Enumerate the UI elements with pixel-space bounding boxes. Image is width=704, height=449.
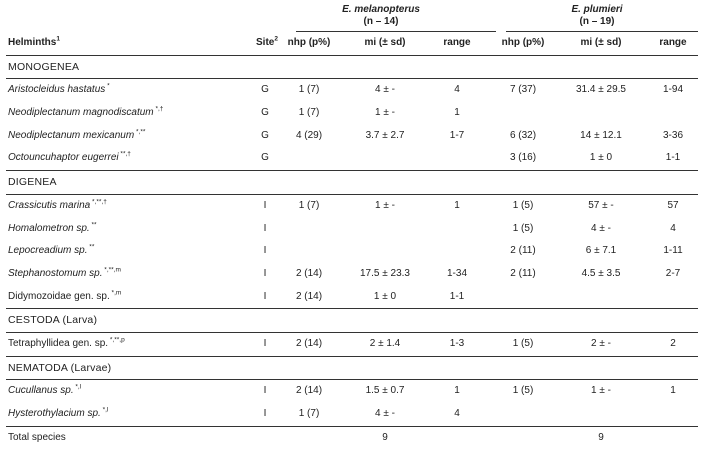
species-header-row — [6, 2, 698, 32]
cell-mi-melanopterus: 1.5 ± 0.7 — [365, 385, 405, 397]
cell-mi-plumieri: 6 ± 7.1 — [585, 245, 617, 257]
cell-mi-plumieri: 1 ± - — [591, 385, 611, 397]
species-name: Didymozoidae gen. sp. — [8, 290, 110, 302]
cell-nhp-plumieri: 3 (16) — [509, 152, 537, 164]
cell-nhp-plumieri: 1 (5) — [512, 199, 534, 211]
species-row — [6, 102, 698, 125]
cell-range-plumieri: 1 — [670, 385, 676, 397]
cell-nhp-plumieri: 1 (5) — [512, 385, 534, 397]
species-name-cell — [8, 333, 125, 356]
cell-nhp-melanopterus: 4 (29) — [295, 129, 323, 141]
total-plumieri: 9 — [598, 431, 604, 443]
cell-site: I — [263, 245, 267, 257]
cell-range-melanopterus: 1 — [454, 385, 460, 397]
col-mi-melanopterus: mi (± sd) — [364, 37, 406, 48]
cell-range-melanopterus: 1 — [454, 199, 460, 211]
species-name: Crassicutis marina — [8, 199, 91, 211]
species-name-cell — [8, 147, 131, 170]
species-row — [6, 78, 698, 102]
cell-nhp-plumieri: 6 (32) — [509, 129, 537, 141]
cell-mi-melanopterus: 1 ± 0 — [373, 290, 397, 302]
cell-mi-plumieri: 2 ± - — [591, 337, 611, 349]
cell-mi-melanopterus: 1 ± - — [375, 107, 395, 119]
species-row — [6, 403, 698, 426]
cell-site: I — [263, 408, 267, 419]
cell-range-melanopterus: 1-7 — [449, 129, 465, 141]
cell-range-plumieri: 57 — [667, 199, 679, 211]
column-header-row — [6, 32, 698, 55]
cell-mi-melanopterus: 4 ± - — [375, 408, 395, 419]
species-header-melanopterus — [306, 4, 456, 28]
species-row — [6, 379, 698, 403]
cell-nhp-plumieri: 2 (11) — [510, 267, 536, 279]
cell-site: I — [263, 199, 267, 211]
species-name-cell — [8, 195, 107, 218]
species-name-plumieri: E. plumieri — [571, 4, 623, 15]
species-row — [6, 125, 698, 148]
species-header-plumieri — [522, 4, 672, 28]
total-label: Total species — [8, 431, 66, 443]
species-mark: *,m — [109, 289, 122, 297]
col-range-melanopterus: range — [443, 37, 471, 48]
group-title: CESTODA (Larva) — [8, 314, 98, 327]
species-name-cell — [8, 240, 94, 263]
species-name-cell — [8, 263, 121, 286]
cell-mi-melanopterus: 1 ± - — [375, 199, 395, 211]
group-title: NEMATODA (Larvae) — [8, 361, 112, 374]
col-helminths: Helminths$^1$ — [8, 35, 60, 48]
species-mark: ** — [89, 221, 97, 229]
species-mark: **,† — [118, 151, 131, 159]
species-name-cell — [8, 403, 108, 426]
cell-site: I — [263, 337, 267, 349]
species-name: Neodiplectanum mexicanum — [8, 129, 135, 141]
species-name-cell — [8, 102, 163, 125]
group-row — [6, 55, 698, 79]
cell-range-melanopterus: 1-34 — [446, 267, 467, 279]
cell-range-plumieri: 2 — [670, 337, 676, 349]
species-mark: ** — [87, 243, 95, 251]
species-mark: *,**,m — [102, 266, 121, 274]
cell-nhp-melanopterus: 2 (14) — [295, 290, 323, 302]
cell-site: I — [263, 385, 267, 397]
cell-mi-melanopterus: 3.7 ± 2.7 — [365, 129, 405, 141]
cell-nhp-plumieri: 1 (5) — [512, 222, 534, 234]
col-nhp-plumieri: nhp (p%) — [501, 37, 545, 48]
cell-mi-plumieri: 57 ± - — [588, 199, 614, 211]
species-name-cell — [8, 380, 81, 403]
species-name: Tetraphyllidea gen. sp. — [8, 337, 109, 349]
cell-mi-plumieri: 31.4 ± 29.5 — [576, 84, 626, 96]
species-row — [6, 263, 698, 286]
col-mi-plumieri: mi (± sd) — [580, 37, 622, 48]
cell-mi-plumieri: 4.5 ± 3.5 — [581, 267, 621, 279]
cell-range-melanopterus: 1-3 — [449, 337, 465, 349]
cell-nhp-melanopterus: 2 (14) — [295, 337, 323, 349]
cell-nhp-melanopterus: 1 (7) — [298, 408, 320, 419]
cell-range-plumieri: 2-7 — [665, 267, 681, 279]
cell-range-plumieri: 1-94 — [662, 84, 683, 96]
species-name: Octouncuhaptor eugerrei — [8, 152, 119, 164]
group-title: MONOGENEA — [8, 60, 80, 73]
species-name-cell — [8, 218, 97, 241]
species-mark: *,l — [100, 406, 109, 414]
cell-mi-melanopterus: 17.5 ± 23.3 — [360, 267, 410, 279]
cell-nhp-melanopterus: 1 (7) — [298, 107, 320, 119]
species-row — [6, 194, 698, 218]
species-name: Hysterothylacium sp. — [8, 408, 101, 419]
species-n-melanopterus: (n – 14) — [363, 16, 399, 27]
species-mark: * — [105, 83, 110, 91]
species-name: Neodiplectanum magnodiscatum — [8, 107, 154, 119]
cell-mi-plumieri: 14 ± 12.1 — [580, 129, 622, 141]
col-range-plumieri: range — [659, 37, 687, 48]
species-mark: *,† — [153, 105, 164, 113]
cell-nhp-plumieri: 2 (11) — [510, 245, 536, 257]
species-name: Aristocleidus hastatus — [8, 84, 106, 96]
species-name-melanopterus: E. melanopterus — [342, 4, 420, 15]
species-name: Homalometron sp. — [8, 222, 90, 234]
cell-nhp-melanopterus: 1 (7) — [298, 84, 320, 96]
cell-site: I — [263, 267, 267, 279]
cell-range-melanopterus: 4 — [454, 84, 460, 96]
cell-site: G — [261, 152, 269, 164]
group-row — [6, 308, 698, 332]
species-row — [6, 286, 698, 309]
cell-site: I — [263, 290, 267, 302]
group-row — [6, 170, 698, 194]
species-name: Stephanostomum sp. — [8, 267, 103, 279]
species-row — [6, 332, 698, 356]
cell-range-melanopterus: 1-1 — [449, 290, 465, 302]
species-mark: *,l — [73, 383, 82, 391]
species-n-plumieri: (n – 19) — [579, 16, 615, 27]
species-name-cell — [8, 286, 121, 309]
cell-site: I — [263, 222, 267, 234]
cell-range-plumieri: 1-11 — [663, 245, 683, 257]
species-row — [6, 218, 698, 241]
col-site: Site$^2$ — [256, 35, 278, 48]
species-mark: *,** — [134, 128, 146, 136]
total-melanopterus: 9 — [382, 431, 388, 443]
cell-nhp-plumieri: 7 (37) — [509, 84, 537, 96]
species-name-cell — [8, 125, 145, 148]
species-mark: *,**,† — [90, 198, 107, 206]
group-title: DIGENEA — [8, 176, 57, 189]
cell-nhp-melanopterus: 2 (14) — [295, 267, 323, 279]
cell-site: G — [261, 129, 269, 141]
cell-range-plumieri: 1-1 — [665, 152, 681, 164]
cell-mi-plumieri: 1 ± 0 — [589, 152, 613, 164]
cell-site: G — [261, 107, 269, 119]
cell-range-plumieri: 3-36 — [662, 129, 683, 141]
group-row — [6, 356, 698, 380]
cell-range-melanopterus: 1 — [454, 107, 460, 119]
species-name: Cucullanus sp. — [8, 385, 74, 397]
species-row — [6, 147, 698, 170]
cell-mi-melanopterus: 4 ± - — [375, 84, 395, 96]
col-nhp-melanopterus: nhp (p%) — [287, 37, 331, 48]
species-name: Lepocreadium sp. — [8, 245, 88, 257]
cell-nhp-plumieri: 1 (5) — [512, 337, 534, 349]
species-mark: *,**,p — [108, 336, 125, 344]
cell-nhp-melanopterus: 1 (7) — [298, 199, 320, 211]
cell-range-melanopterus: 4 — [454, 408, 460, 419]
cell-nhp-melanopterus: 2 (14) — [295, 385, 323, 397]
cell-mi-plumieri: 4 ± - — [591, 222, 611, 234]
cell-mi-melanopterus: 2 ± 1.4 — [369, 337, 401, 349]
species-row — [6, 240, 698, 263]
cell-range-plumieri: 4 — [670, 222, 676, 234]
species-name-cell — [8, 79, 110, 102]
helminth-table — [6, 2, 698, 449]
cell-site: G — [261, 84, 269, 96]
